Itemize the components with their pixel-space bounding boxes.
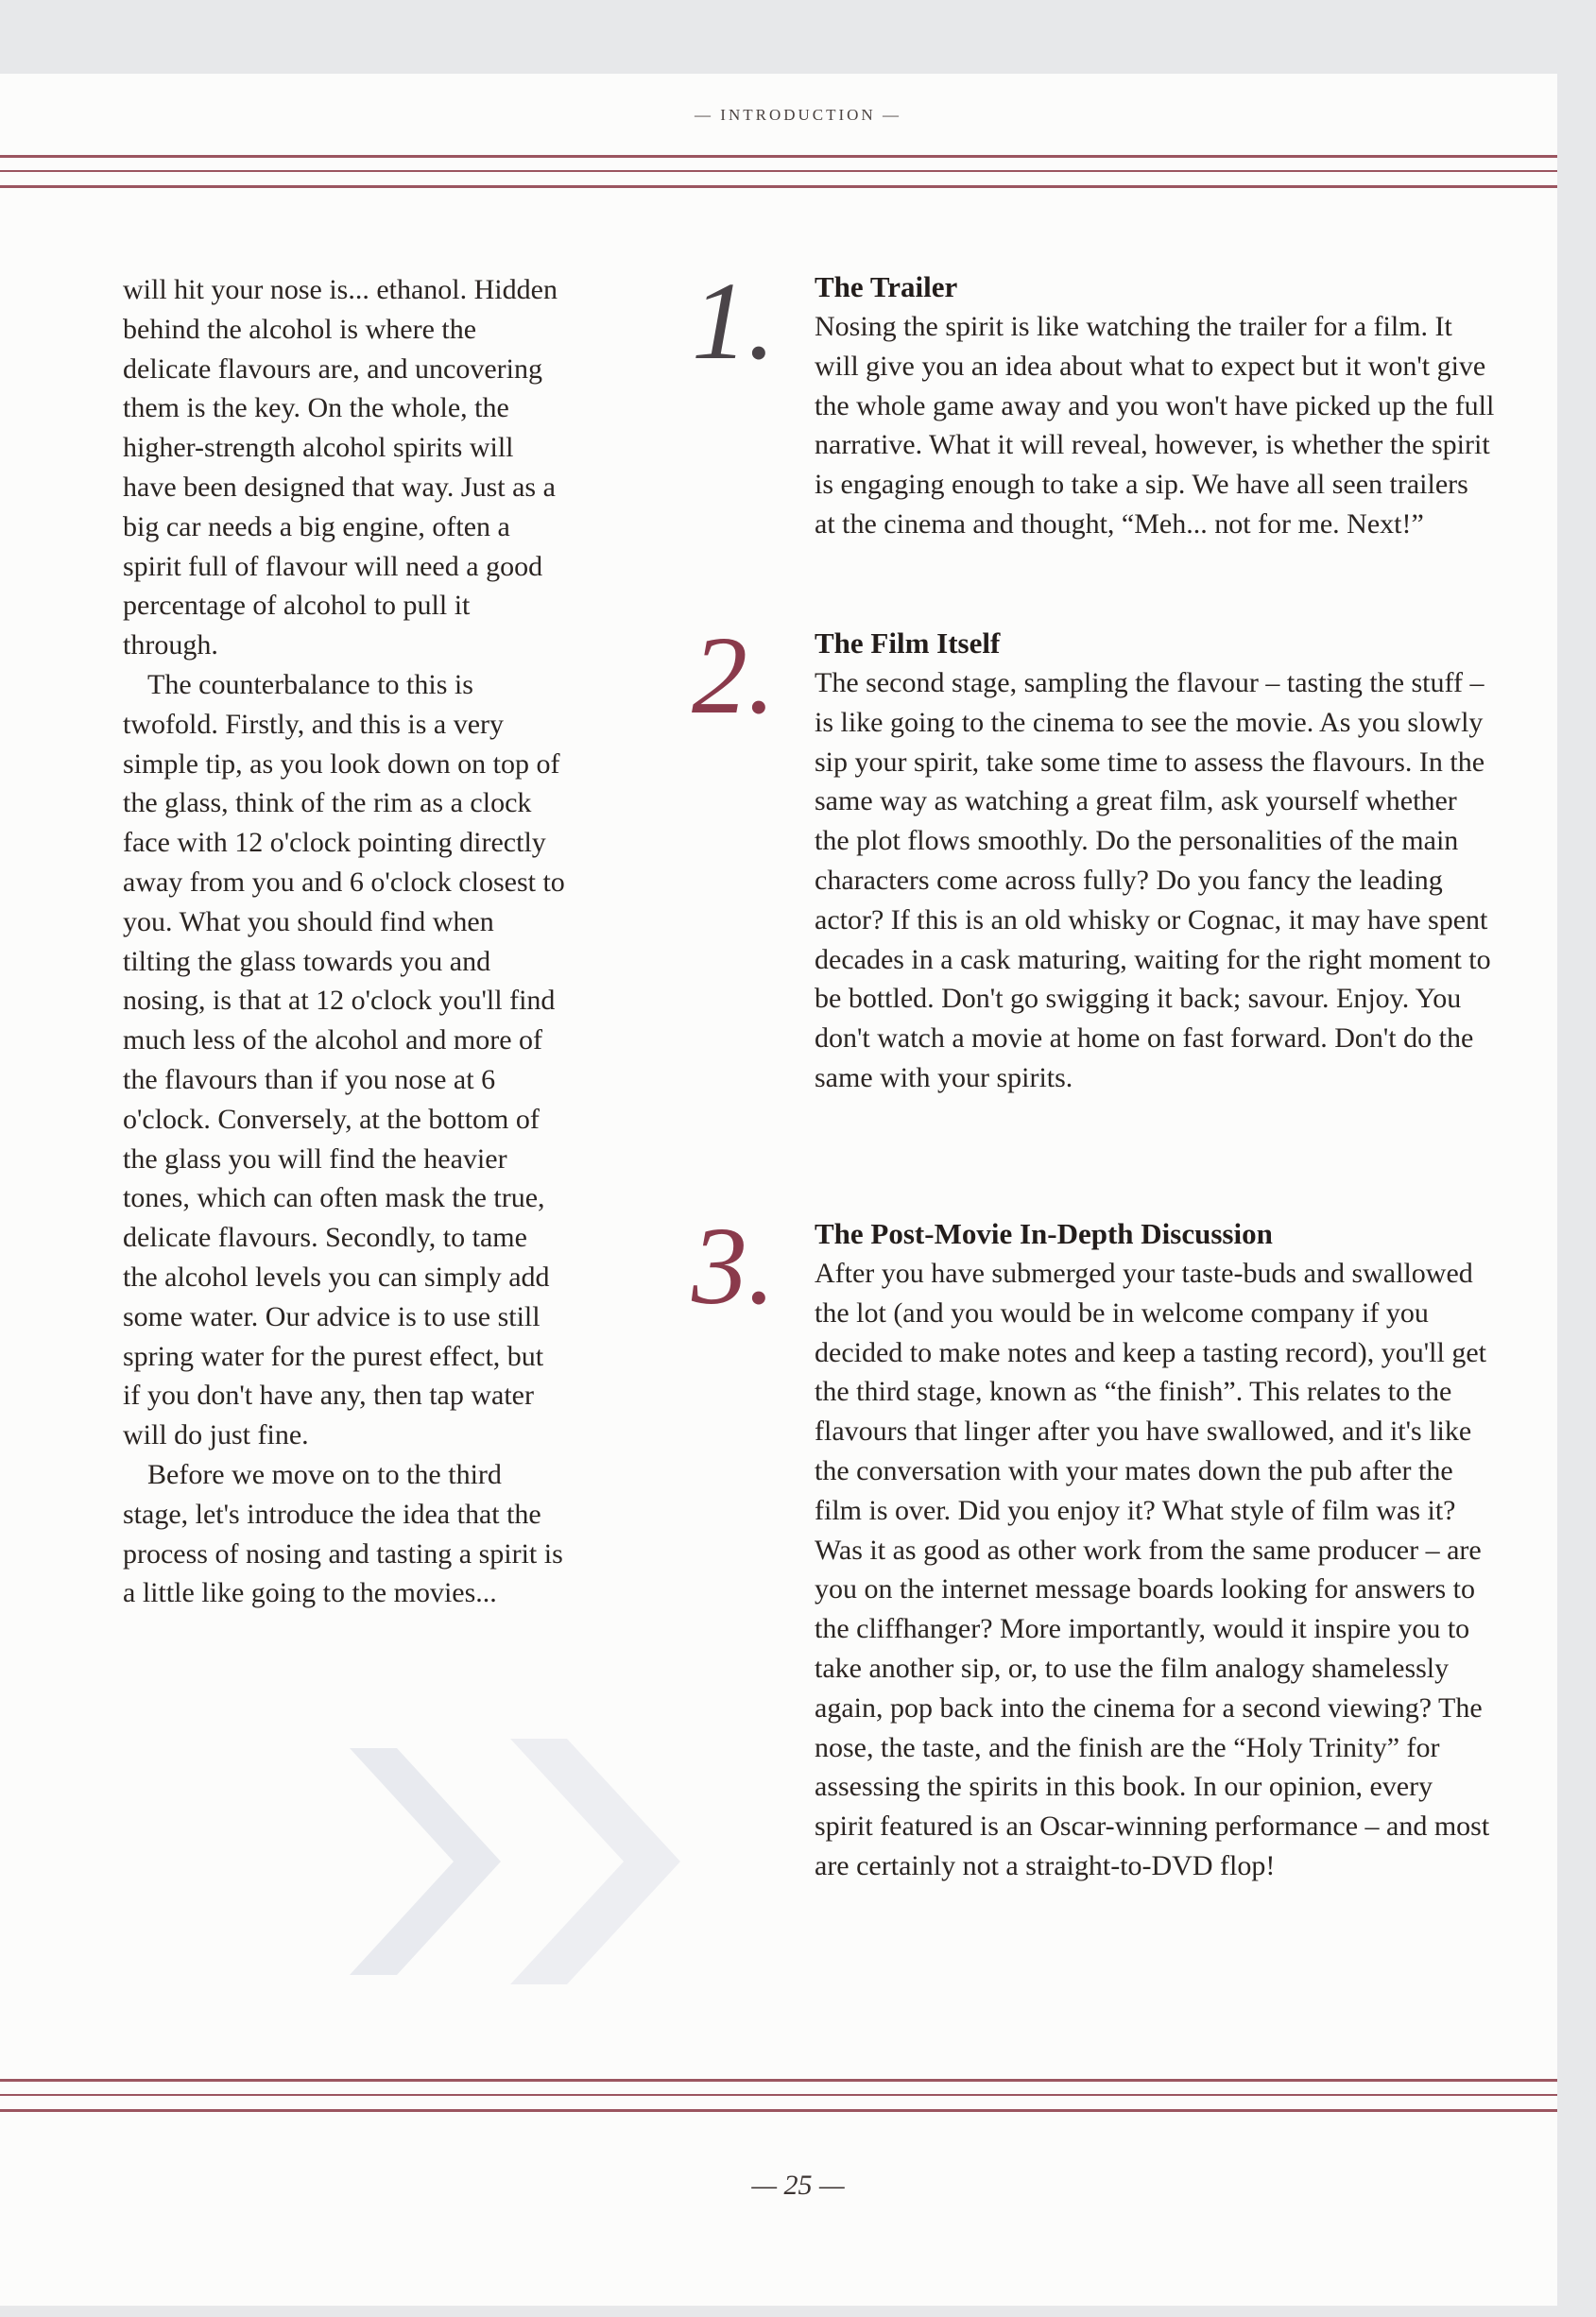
section-title: The Trailer <box>815 270 958 303</box>
section-body: After you have submerged your taste-buds and swallowed the lot (and you would be in welcome company if you decided to make notes and keep a tasting record), you'll get the third stage, known as “the finish”. This relates to the flavours that linger after you have swallowed, and it's like the conversation with your mates down the pub after the film is over. Did you enjoy it? What style of film was it? Was it as good as other work from the same producer – are you on the internet message boards looking for answers to the cliffhanger? More importantly, would it inspire you to take another sip, or, to use the film analogy shamelessly again, pop back into the cinema for a second viewing? The nose, the taste, and the finish are the “Holy Trinity” for assessing the spirits in this book. In our opinion, every spirit featured is an Oscar-winning performance – and most are certainly not a straight-to-DVD flop! <box>815 1258 1490 1881</box>
section-trailer <box>692 259 1495 544</box>
footer-rule-top <box>0 2079 1557 2082</box>
chevron-watermark-icon <box>312 1720 709 2003</box>
left-paragraph-2: The counterbalance to this is twofold. Firstly, and this is a very simple tip, as you look down on top of the glass, think of the rim as a clock face with 12 o'clock pointing directly away from you and 6 o'clock closest to you. What you should find when tilting the glass towards you and nosing, is that at 12 o'clock you'll find much less of the alcohol and more of the flavours than if you nose at 6 o'clock. Conversely, at the bottom of the glass you will find the heavier tones, which can often mask the true, delicate flavours. Secondly, to tame the alcohol levels you can simply add some water. Our advice is to use still spring water for the purest effect, but if you don't have any, then tap water will do just fine. <box>123 668 565 1451</box>
section-title: The Post-Movie In-Depth Discussion <box>815 1217 1273 1250</box>
section-post-movie-discussion <box>692 1204 1495 1886</box>
footer-rule-mid <box>0 2094 1557 2096</box>
numeral-three: 3. <box>692 1204 776 1328</box>
section-body: The second stage, sampling the flavour – tasting the stuff – is like going to the cinema to see the movie. As you slowly sip your spirit, take some time to assess the flavours. In the same way as watching a great film, ask yourself whether the plot flows smoothly. Do the personalities of the main characters come across fully? Do you fancy the leading actor? If this is an old whisky or Cognac, it may have spent decades in a cask maturing, waiting for the right moment to be bottled. Don't go swigging it back; savour. Enjoy. You don't watch a movie at home on fast forward. Don't do the same with your spirits. <box>815 667 1491 1093</box>
header-rule-bottom <box>0 185 1557 188</box>
left-paragraph-3: Before we move on to the third stage, let's introduce the idea that the process of nosing and tasting a spirit is a little like going to the movies... <box>123 1458 563 1609</box>
left-column <box>123 270 567 1613</box>
section-body: Nosing the spirit is like watching the trailer for a film. It will give you an idea about what to expect but it won't give the whole game away and you won't have picked up the full narrative. What it will reveal, however, is whether the spirit is engaging enough to take a sip. We have all seen trailers at the cinema and thought, “Meh... not for me. Next!” <box>815 311 1495 540</box>
section-title: The Film Itself <box>815 626 1001 660</box>
footer-rule-bottom <box>0 2109 1557 2112</box>
section-film-itself <box>692 613 1495 1098</box>
left-paragraph-1: will hit your nose is... ethanol. Hidden behind the alcohol is where the delicate flavours are, and uncovering them is the key. On the whole, the higher-strength alcohol spirits will have been designed that way. Just as a big car needs a big engine, often a spirit full of flavour will need a good percentage of alcohol to pull it through. <box>123 274 558 661</box>
running-header: — INTRODUCTION — <box>695 106 901 124</box>
page-number: — 25 — <box>751 2170 845 2201</box>
header-rule-top <box>0 155 1557 158</box>
header-rule-mid <box>0 170 1557 172</box>
numeral-two: 2. <box>692 613 776 737</box>
numeral-one: 1. <box>692 259 776 383</box>
